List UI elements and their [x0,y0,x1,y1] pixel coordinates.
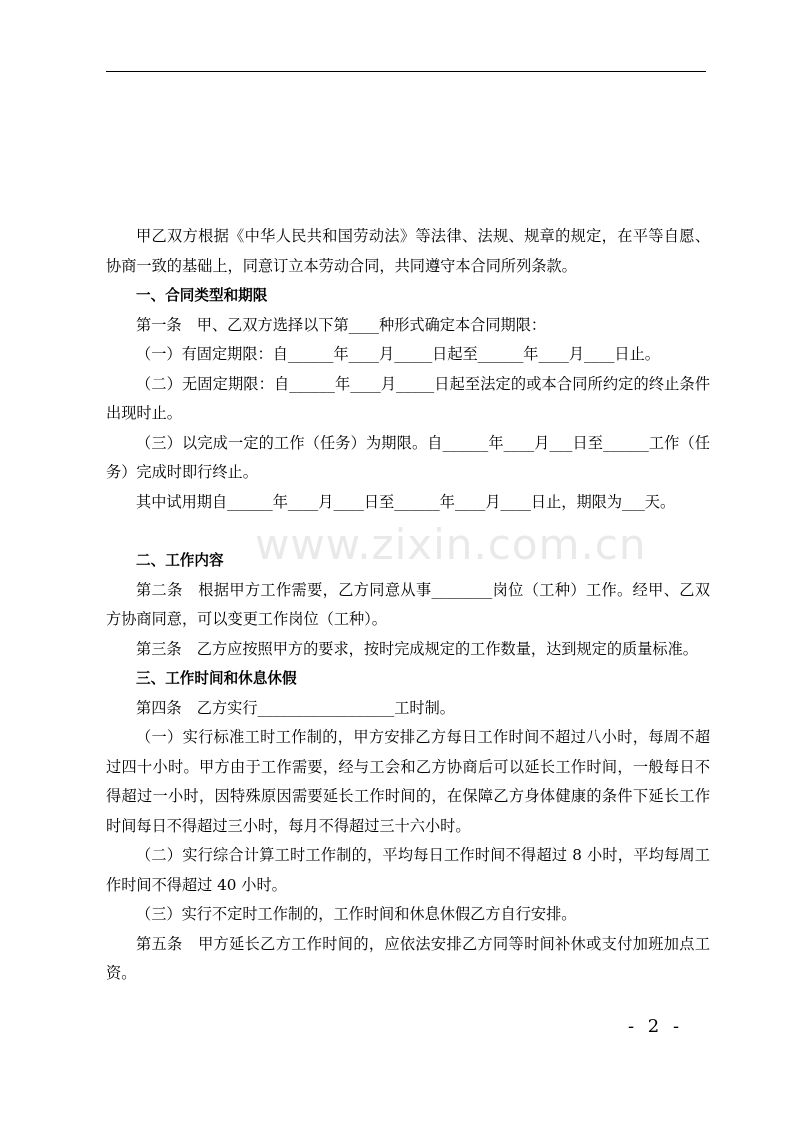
section-heading-contract-type: 一、合同类型和期限 [136,287,268,304]
article-5: 第五条 甲方延长乙方工作时间的，应依法安排乙方同等时间补休或支付加班加点工资。 [106,934,710,982]
article-4-item-1: （一）实行标准工时工作制的，甲方安排乙方每日工作时间不超过八小时，每周不超过四十小时。甲方由于工作需要，经与工会和乙方协商后可以延长工作时间，一般每日不得超过一小时，因特殊原因需要延长工作时间的，在保障乙方身体健康的条件下延长工作时间每日不得超过三小时，每月不得超过三十六小时。 [106,728,710,835]
section-heading-work-content: 二、工作内容 [136,552,224,569]
intro-paragraph: 甲乙双方根据《中华人民共和国劳动法》等法律、法规、规章的规定，在平等自愿、协商一致的基础上，同意订立本劳动合同，共同遵守本合同所列条款。 [106,227,710,275]
article-3: 第三条 乙方应按照甲方的要求，按时完成规定的工作数量，达到规定的质量标准。 [136,639,698,658]
article-4-item-2: （二）实行综合计算工时工作制的，平均每日工作时间不得超过 8 小时，平均每周工作时间不得超过 40 小时。 [106,846,710,894]
article-1-item-2: （二）无固定期限：自______年____月_____日起至法定的或本合同所约定的终止条件出现时止。 [106,374,710,422]
article-1: 第一条 甲、乙双方选择以下第____种形式确定本合同期限： [136,315,547,334]
document-body [106,222,710,989]
watermark: www.zixin.com.cn [255,520,647,569]
article-2: 第二条 根据甲方工作需要，乙方同意从事________岗位（工种）工作。经甲、乙双方协商同意，可以变更工作岗位（工种）。 [106,580,710,628]
probation-paragraph: 其中试用期自______年____月____日至______年____月____日止，期限为___天。 [136,492,676,511]
article-1-item-1: （一）有固定期限：自______年____月_____日起至______年____月____日止。 [136,345,660,363]
header-rule [106,71,706,72]
article-1-item-3: （三）以完成一定的工作（任务）为期限。自______年____月___日至______工作（任务）完成时即行终止。 [106,433,710,481]
article-4-item-3: （三）实行不定时工作制的，工作时间和休息休假乙方自行安排。 [136,905,577,923]
article-4: 第四条 乙方实行__________________工时制。 [136,698,455,717]
section-gap [106,517,710,546]
page-number: - 2 - [628,1016,684,1037]
section-heading-work-hours: 三、工作时间和休息休假 [136,670,297,687]
